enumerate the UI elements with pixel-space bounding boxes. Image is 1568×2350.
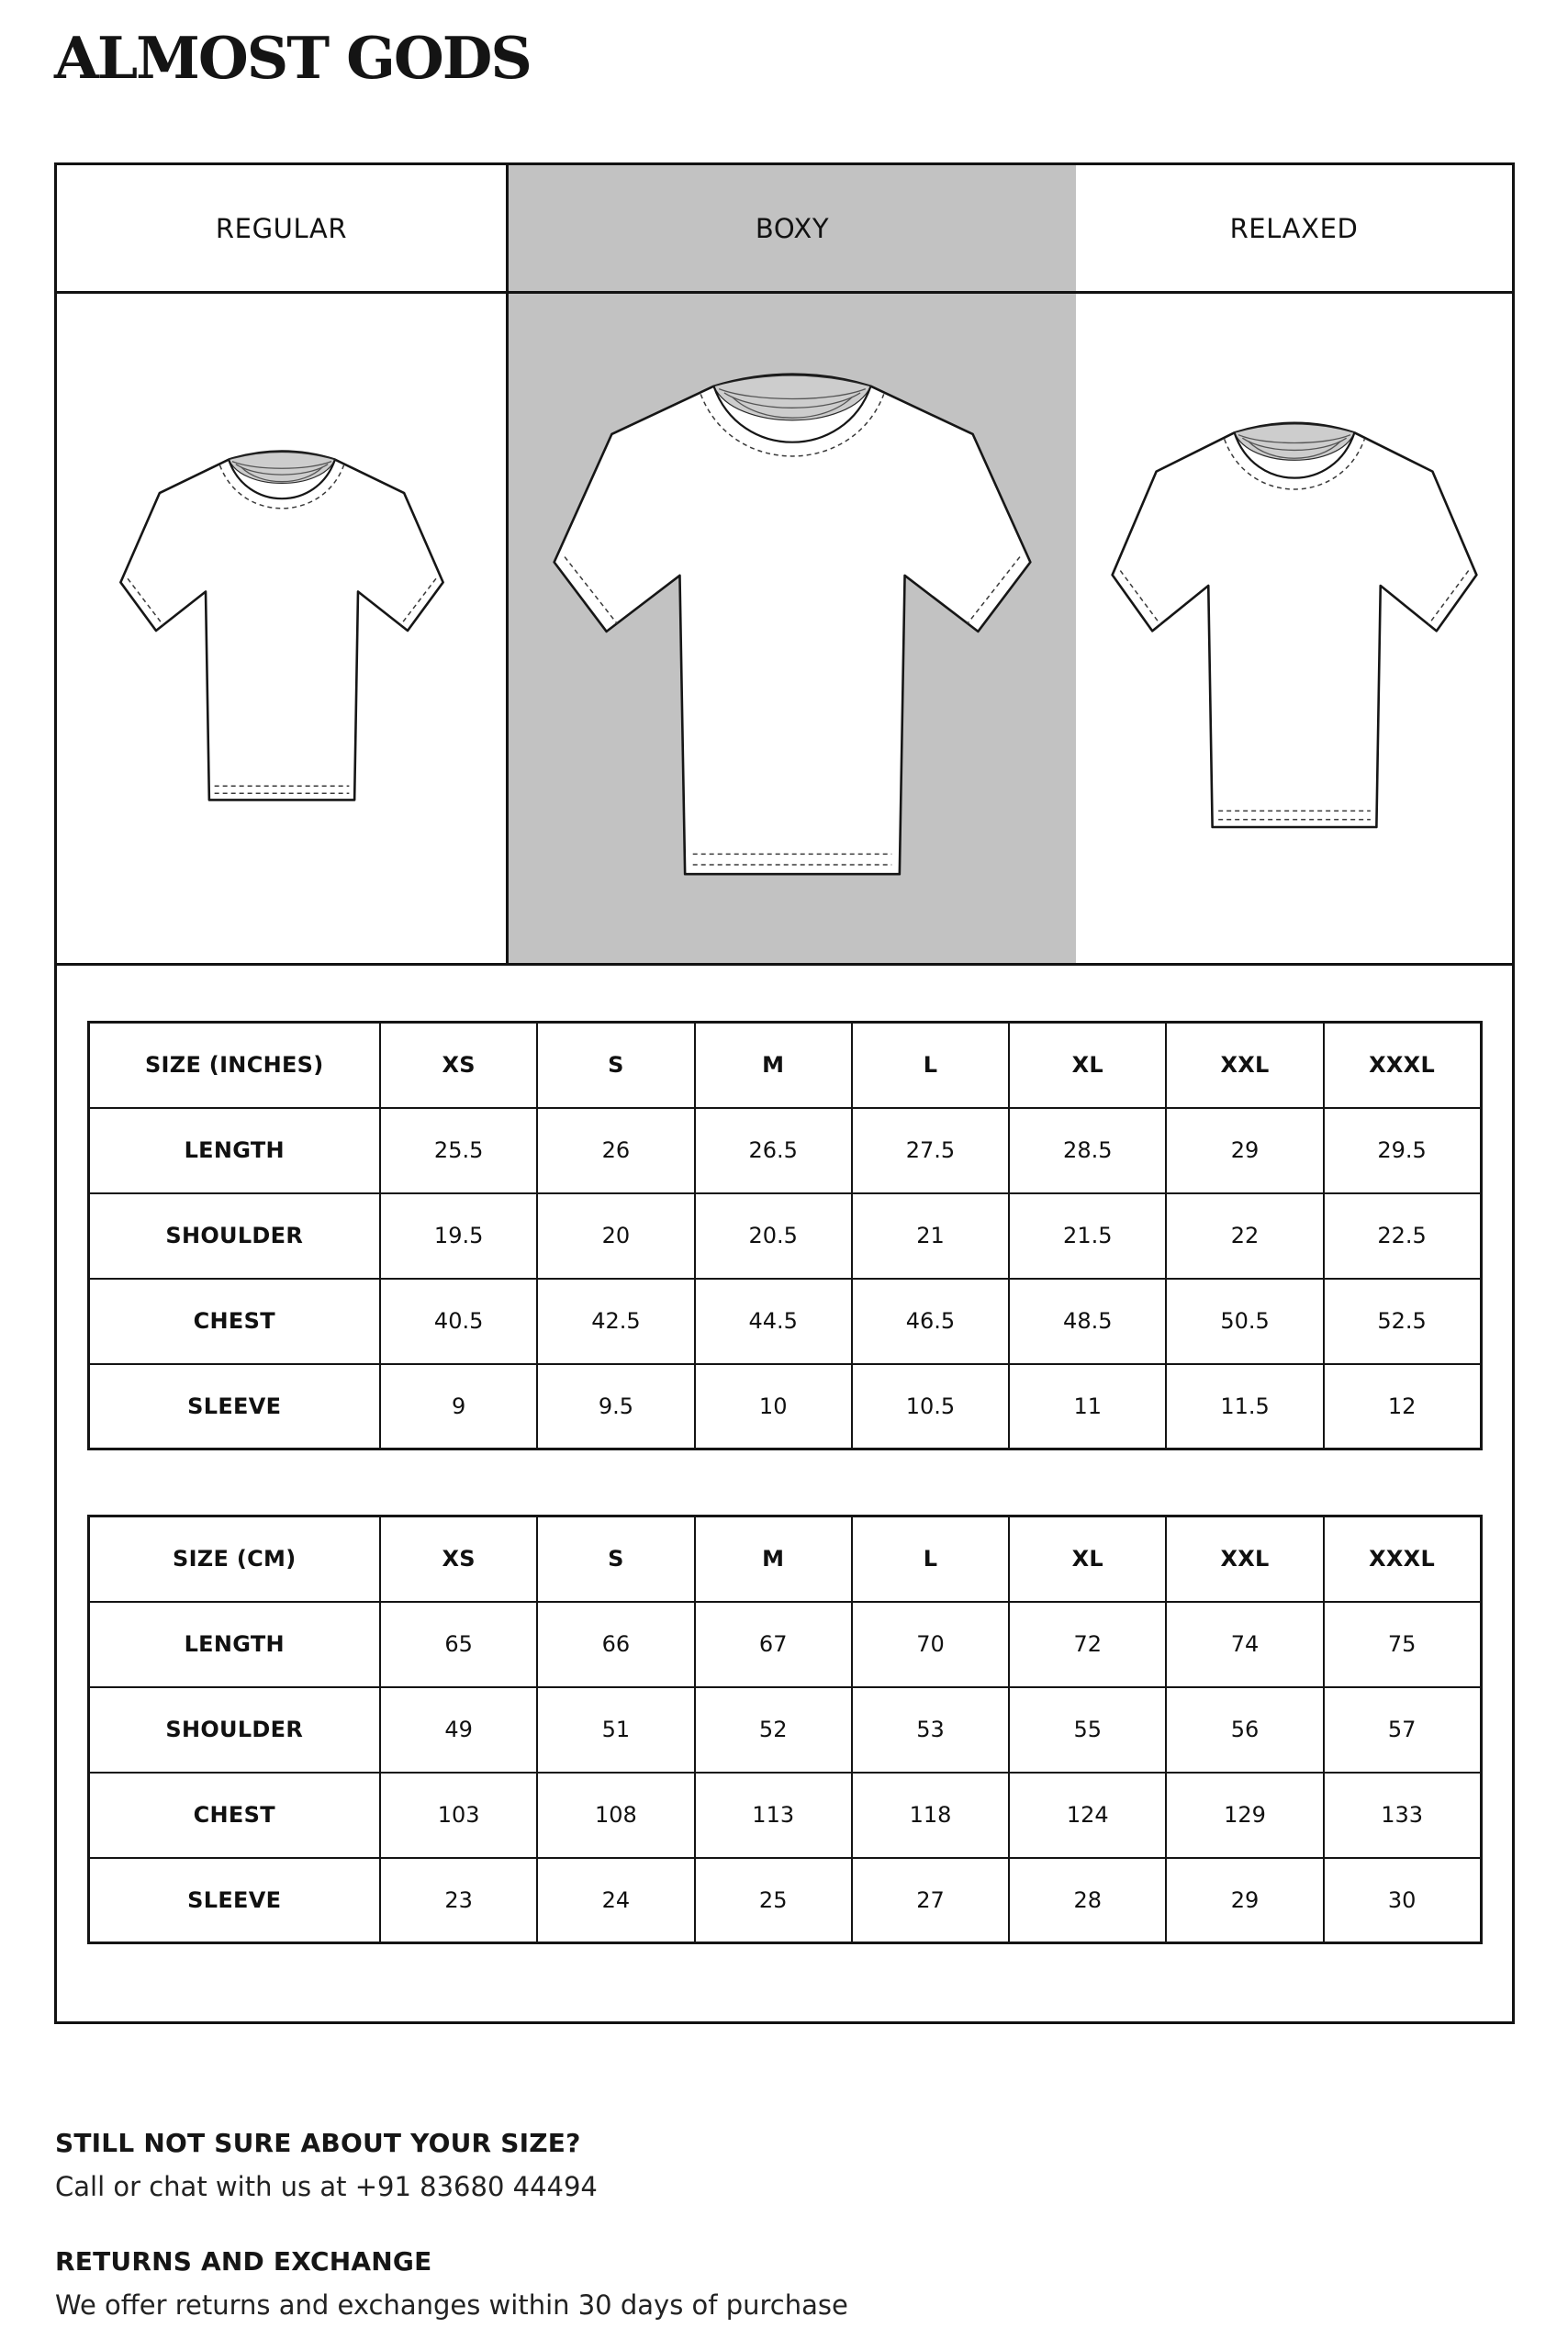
fit-selector <box>57 165 1512 294</box>
size-value-cell: 49 <box>380 1687 537 1773</box>
size-value-cell: 22.5 <box>1324 1193 1481 1279</box>
size-value-cell: 20 <box>537 1193 694 1279</box>
size-value-cell: 52.5 <box>1324 1279 1481 1364</box>
size-column-header: L <box>852 1516 1009 1602</box>
size-value-cell: 57 <box>1324 1687 1481 1773</box>
fit-tab-label: REGULAR <box>215 212 348 244</box>
measurement-label: LENGTH <box>88 1108 380 1193</box>
size-value-cell: 55 <box>1009 1687 1166 1773</box>
size-value-cell: 9.5 <box>537 1364 694 1449</box>
size-value-cell: 103 <box>380 1773 537 1858</box>
table-header-row <box>88 1023 1481 1108</box>
size-value-cell: 20.5 <box>695 1193 852 1279</box>
size-table-cm <box>87 1515 1483 1944</box>
size-value-cell: 27 <box>852 1858 1009 1943</box>
size-table-inches <box>87 1021 1483 1450</box>
size-value-cell: 108 <box>537 1773 694 1858</box>
size-value-cell: 129 <box>1166 1773 1323 1858</box>
table-unit-header: SIZE (CM) <box>88 1516 380 1602</box>
size-value-cell: 28 <box>1009 1858 1166 1943</box>
size-column-header: XXL <box>1166 1023 1323 1108</box>
size-help-text: Call or chat with us at +91 83680 44494 <box>55 2171 598 2202</box>
size-value-cell: 29 <box>1166 1108 1323 1193</box>
size-value-cell: 10.5 <box>852 1364 1009 1449</box>
size-value-cell: 65 <box>380 1602 537 1687</box>
measurement-row <box>88 1602 1481 1687</box>
footer-notes <box>55 2128 848 2321</box>
fit-column-boxy <box>506 294 1076 963</box>
size-value-cell: 113 <box>695 1773 852 1858</box>
measurement-label: LENGTH <box>88 1602 380 1687</box>
measurement-row <box>88 1193 1481 1279</box>
size-column-header: XXXL <box>1324 1516 1481 1602</box>
measurement-label: CHEST <box>88 1773 380 1858</box>
returns-text: We offer returns and exchanges within 30 days of purchase <box>55 2289 848 2321</box>
size-value-cell: 66 <box>537 1602 694 1687</box>
size-value-cell: 72 <box>1009 1602 1166 1687</box>
size-value-cell: 56 <box>1166 1687 1323 1773</box>
measurement-label: SHOULDER <box>88 1193 380 1279</box>
measurement-label: CHEST <box>88 1279 380 1364</box>
measurement-row <box>88 1279 1481 1364</box>
size-column-header: S <box>537 1023 694 1108</box>
size-value-cell: 22 <box>1166 1193 1323 1279</box>
size-value-cell: 124 <box>1009 1773 1166 1858</box>
measurement-row <box>88 1773 1481 1858</box>
size-value-cell: 75 <box>1324 1602 1481 1687</box>
size-value-cell: 52 <box>695 1687 852 1773</box>
table-unit-header: SIZE (INCHES) <box>88 1023 380 1108</box>
measurement-row <box>88 1364 1481 1449</box>
size-column-header: XXL <box>1166 1516 1323 1602</box>
measurement-row <box>88 1108 1481 1193</box>
size-value-cell: 23 <box>380 1858 537 1943</box>
size-value-cell: 11 <box>1009 1364 1166 1449</box>
size-value-cell: 50.5 <box>1166 1279 1323 1364</box>
size-value-cell: 29 <box>1166 1858 1323 1943</box>
size-column-header: S <box>537 1516 694 1602</box>
size-value-cell: 24 <box>537 1858 694 1943</box>
size-value-cell: 53 <box>852 1687 1009 1773</box>
size-value-cell: 11.5 <box>1166 1364 1323 1449</box>
size-column-header: M <box>695 1516 852 1602</box>
size-value-cell: 28.5 <box>1009 1108 1166 1193</box>
size-value-cell: 40.5 <box>380 1279 537 1364</box>
fit-column-relaxed <box>1076 294 1512 963</box>
size-value-cell: 25 <box>695 1858 852 1943</box>
size-guide-panel <box>54 162 1515 2024</box>
size-value-cell: 27.5 <box>852 1108 1009 1193</box>
size-value-cell: 44.5 <box>695 1279 852 1364</box>
size-value-cell: 67 <box>695 1602 852 1687</box>
fit-tab-label: BOXY <box>755 212 830 244</box>
brand-logo: ALMOST GODS <box>54 24 531 92</box>
fit-tab-regular[interactable] <box>57 165 506 291</box>
size-column-header: XXXL <box>1324 1023 1481 1108</box>
size-column-header: XL <box>1009 1516 1166 1602</box>
size-column-header: XL <box>1009 1023 1166 1108</box>
fit-column-regular <box>57 294 506 963</box>
fit-tab-boxy[interactable] <box>506 165 1076 291</box>
size-column-header: M <box>695 1023 852 1108</box>
size-column-header: L <box>852 1023 1009 1108</box>
size-value-cell: 25.5 <box>380 1108 537 1193</box>
size-value-cell: 42.5 <box>537 1279 694 1364</box>
tshirt-relaxed-illustration <box>1094 381 1495 877</box>
measurement-label: SHOULDER <box>88 1687 380 1773</box>
measurement-row <box>88 1687 1481 1773</box>
size-value-cell: 30 <box>1324 1858 1481 1943</box>
size-column-header: XS <box>380 1516 537 1602</box>
size-help-title: STILL NOT SURE ABOUT YOUR SIZE? <box>55 2128 581 2158</box>
size-value-cell: 10 <box>695 1364 852 1449</box>
measurement-label: SLEEVE <box>88 1364 380 1449</box>
fit-tab-label: RELAXED <box>1229 212 1359 244</box>
returns-title: RETURNS AND EXCHANGE <box>55 2246 432 2277</box>
size-value-cell: 118 <box>852 1773 1009 1858</box>
size-value-cell: 46.5 <box>852 1279 1009 1364</box>
size-value-cell: 19.5 <box>380 1193 537 1279</box>
measurement-label: SLEEVE <box>88 1858 380 1943</box>
fit-tab-relaxed[interactable] <box>1076 165 1512 291</box>
size-column-header: XS <box>380 1023 537 1108</box>
size-value-cell: 51 <box>537 1687 694 1773</box>
size-value-cell: 29.5 <box>1324 1108 1481 1193</box>
fit-illustrations <box>57 294 1512 966</box>
table-header-row <box>88 1516 1481 1602</box>
tshirt-boxy-illustration <box>531 322 1054 935</box>
size-value-cell: 70 <box>852 1602 1009 1687</box>
size-value-cell: 21.5 <box>1009 1193 1166 1279</box>
size-value-cell: 74 <box>1166 1602 1323 1687</box>
size-value-cell: 26.5 <box>695 1108 852 1193</box>
size-value-cell: 21 <box>852 1193 1009 1279</box>
measurement-row <box>88 1858 1481 1943</box>
size-value-cell: 26 <box>537 1108 694 1193</box>
size-value-cell: 48.5 <box>1009 1279 1166 1364</box>
tshirt-regular-illustration <box>105 415 459 843</box>
size-value-cell: 9 <box>380 1364 537 1449</box>
size-value-cell: 12 <box>1324 1364 1481 1449</box>
size-value-cell: 133 <box>1324 1773 1481 1858</box>
